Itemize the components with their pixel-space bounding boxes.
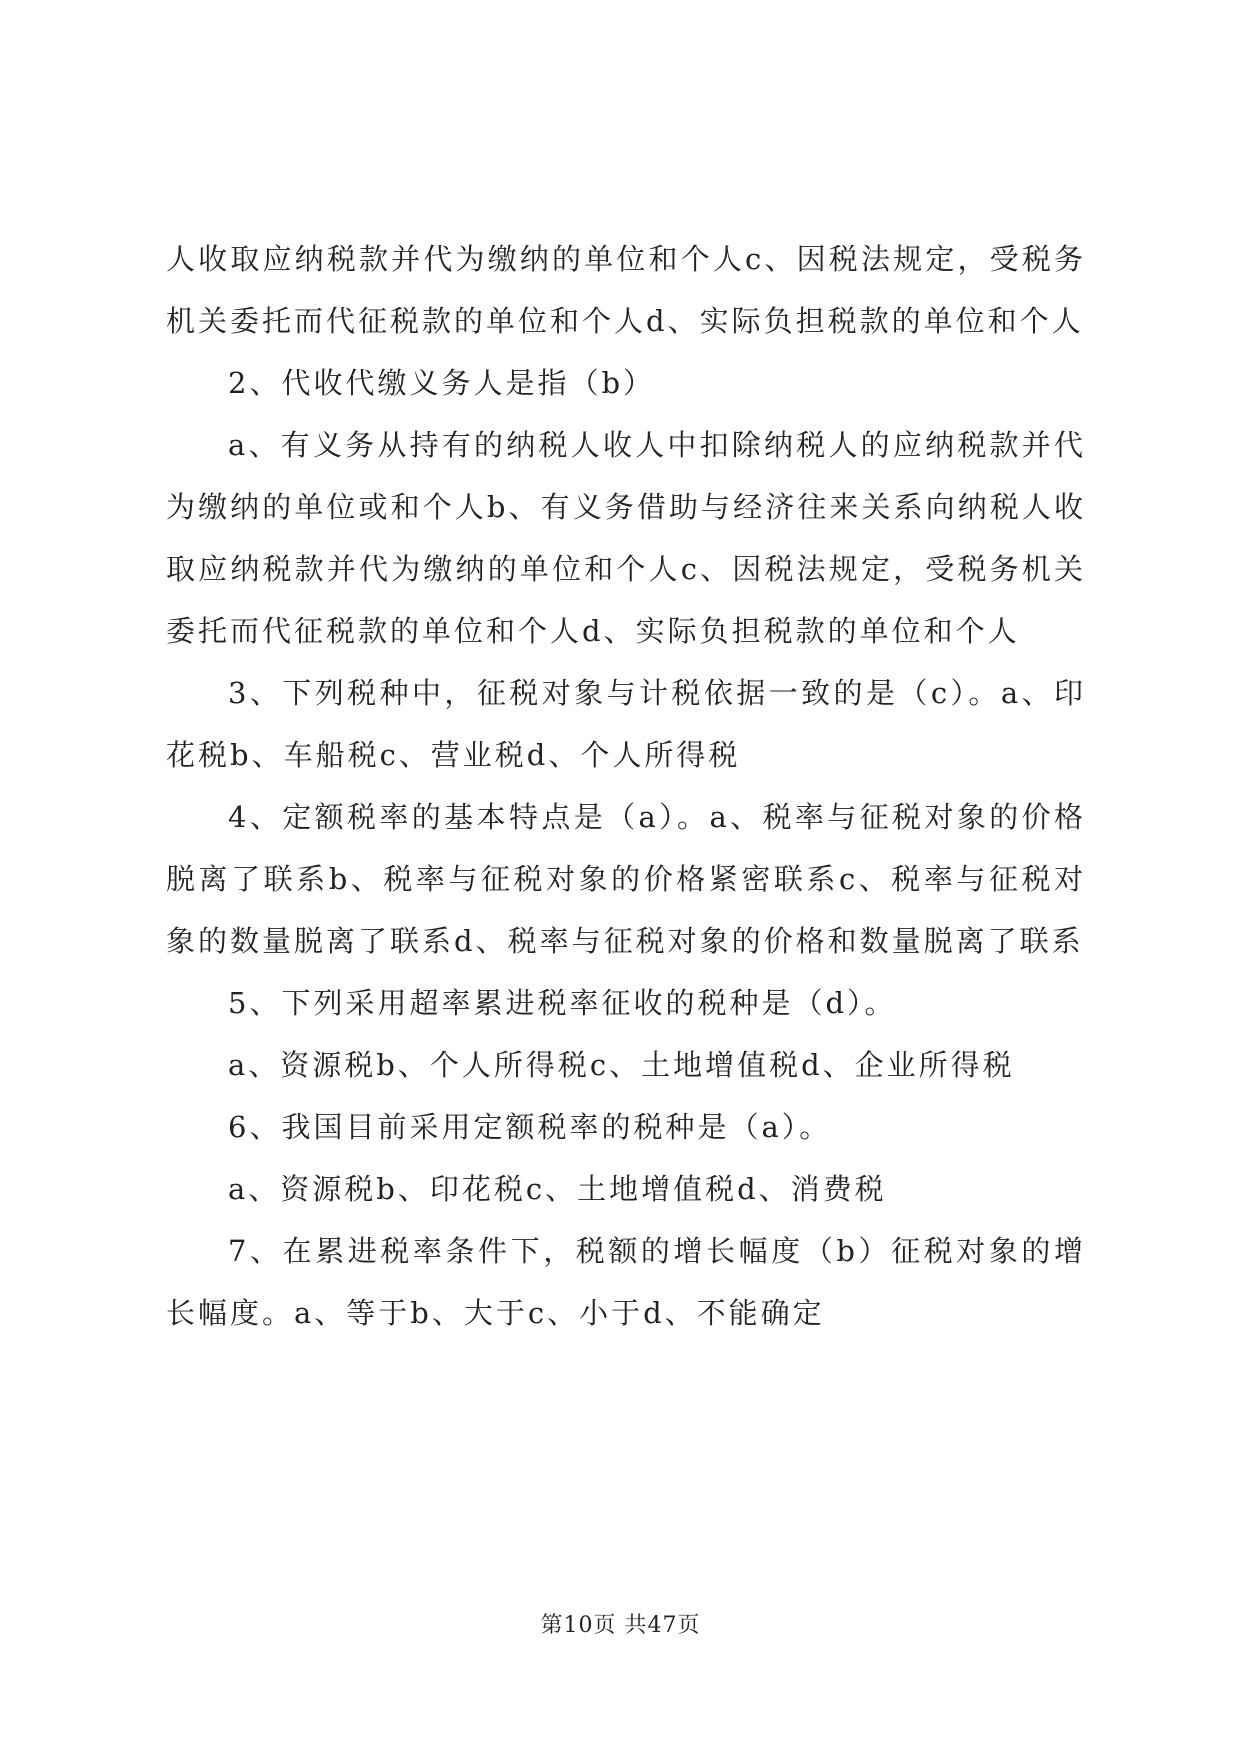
- question-3: 3、下列税种中，征税对象与计税依据一致的是（c）。a、印花税b、车船税c、营业税d、个人所得税: [166, 676, 1086, 772]
- question-5: 5、下列采用超率累进税率征收的税种是（d）。: [228, 986, 897, 1020]
- document-body: [166, 228, 1086, 1344]
- question-2: 2、代收代缴义务人是指（b）: [228, 366, 656, 400]
- question-2-options: a、有义务从持有的纳税人收人中扣除纳税人的应纳税款并代为缴纳的单位或和个人b、有义务借助与经济往来关系向纳税人收取应纳税款并代为缴纳的单位和个人c、因税法规定，受税务机关委托而代征税款的单位和个人d、实际负担税款的单位和个人: [166, 428, 1086, 648]
- question-7: 7、在累进税率条件下，税额的增长幅度（b）征税对象的增长幅度。a、等于b、大于c、小于d、不能确定: [166, 1234, 1086, 1330]
- question-6-options: a、资源税b、印花税c、土地增值税d、消费税: [228, 1172, 887, 1206]
- question-4: 4、定额税率的基本特点是（a）。a、税率与征税对象的价格脱离了联系b、税率与征税对象的价格紧密联系c、税率与征税对象的数量脱离了联系d、税率与征税对象的价格和数量脱离了联系: [166, 800, 1086, 958]
- question-5-options: a、资源税b、个人所得税c、土地增值税d、企业所得税: [228, 1048, 1015, 1082]
- paragraph: 人收取应纳税款并代为缴纳的单位和个人c、因税法规定，受税务机关委托而代征税款的单位和个人d、实际负担税款的单位和个人: [166, 242, 1086, 338]
- page-number-footer: 第10页 共47页: [540, 1613, 701, 1638]
- question-6: 6、我国目前采用定额税率的税种是（a）。: [228, 1110, 832, 1144]
